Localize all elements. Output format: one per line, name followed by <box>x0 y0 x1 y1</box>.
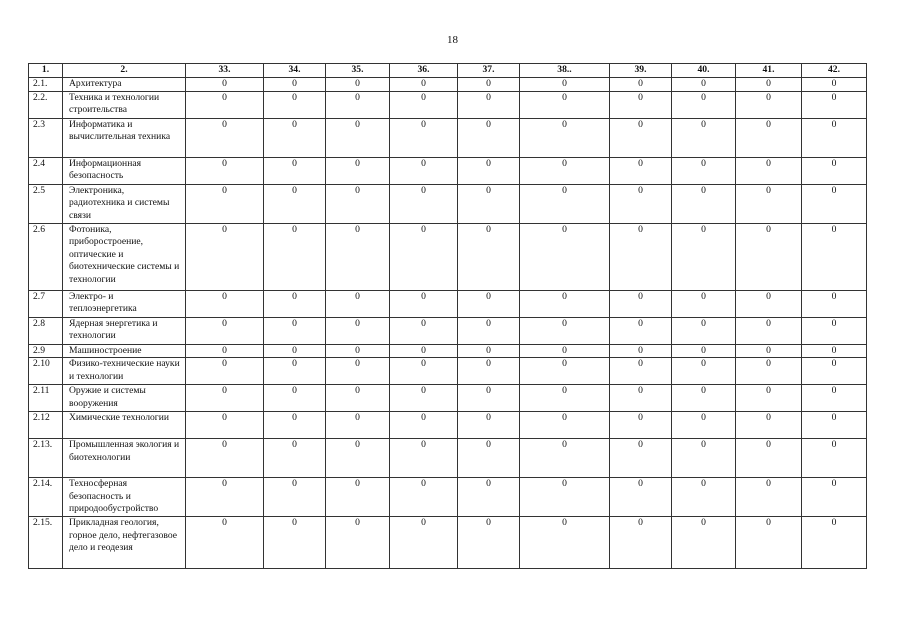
column-header: 35. <box>326 64 390 78</box>
value-cell: 0 <box>610 184 672 223</box>
table-row <box>29 184 867 223</box>
value-cell: 0 <box>186 385 264 412</box>
value-cell: 0 <box>802 344 867 358</box>
row-number: 2.15. <box>29 517 63 569</box>
row-label: Физико-технические науки и технологии <box>63 358 186 385</box>
column-header: 36. <box>390 64 458 78</box>
value-cell: 0 <box>326 157 390 184</box>
value-cell: 0 <box>458 344 520 358</box>
value-cell: 0 <box>736 478 802 517</box>
value-cell: 0 <box>264 478 326 517</box>
row-number: 2.9 <box>29 344 63 358</box>
value-cell: 0 <box>610 157 672 184</box>
value-cell: 0 <box>186 412 264 439</box>
value-cell: 0 <box>672 118 736 157</box>
value-cell: 0 <box>264 344 326 358</box>
column-header: 2. <box>63 64 186 78</box>
value-cell: 0 <box>326 78 390 92</box>
value-cell: 0 <box>802 157 867 184</box>
value-cell: 0 <box>520 478 610 517</box>
row-number: 2.7 <box>29 290 63 317</box>
row-number: 2.13. <box>29 439 63 478</box>
row-number: 2.1. <box>29 78 63 92</box>
value-cell: 0 <box>264 385 326 412</box>
value-cell: 0 <box>520 78 610 92</box>
row-label: Электро- и теплоэнергетика <box>63 290 186 317</box>
table-row <box>29 517 867 569</box>
value-cell: 0 <box>736 78 802 92</box>
value-cell: 0 <box>390 344 458 358</box>
row-label: Электроника, радиотехника и системы связи <box>63 184 186 223</box>
row-label: Техника и технологии строительства <box>63 91 186 118</box>
value-cell: 0 <box>672 385 736 412</box>
value-cell: 0 <box>610 478 672 517</box>
table-row <box>29 317 867 344</box>
value-cell: 0 <box>186 223 264 290</box>
value-cell: 0 <box>390 358 458 385</box>
page-number: 18 <box>447 34 458 46</box>
value-cell: 0 <box>390 91 458 118</box>
table-row <box>29 412 867 439</box>
value-cell: 0 <box>610 118 672 157</box>
header-row <box>29 64 867 78</box>
value-cell: 0 <box>802 478 867 517</box>
value-cell: 0 <box>802 439 867 478</box>
value-cell: 0 <box>186 91 264 118</box>
value-cell: 0 <box>520 184 610 223</box>
value-cell: 0 <box>520 118 610 157</box>
column-header: 33. <box>186 64 264 78</box>
value-cell: 0 <box>672 317 736 344</box>
value-cell: 0 <box>390 439 458 478</box>
value-cell: 0 <box>326 478 390 517</box>
value-cell: 0 <box>672 78 736 92</box>
value-cell: 0 <box>610 78 672 92</box>
value-cell: 0 <box>326 358 390 385</box>
value-cell: 0 <box>390 184 458 223</box>
value-cell: 0 <box>610 517 672 569</box>
value-cell: 0 <box>264 157 326 184</box>
value-cell: 0 <box>326 412 390 439</box>
value-cell: 0 <box>802 78 867 92</box>
value-cell: 0 <box>458 412 520 439</box>
value-cell: 0 <box>736 290 802 317</box>
value-cell: 0 <box>264 358 326 385</box>
value-cell: 0 <box>520 223 610 290</box>
value-cell: 0 <box>802 358 867 385</box>
value-cell: 0 <box>672 517 736 569</box>
value-cell: 0 <box>186 78 264 92</box>
value-cell: 0 <box>736 358 802 385</box>
value-cell: 0 <box>458 478 520 517</box>
value-cell: 0 <box>458 78 520 92</box>
value-cell: 0 <box>672 91 736 118</box>
value-cell: 0 <box>672 412 736 439</box>
value-cell: 0 <box>264 317 326 344</box>
value-cell: 0 <box>458 118 520 157</box>
value-cell: 0 <box>802 223 867 290</box>
table-row <box>29 478 867 517</box>
table-row <box>29 358 867 385</box>
value-cell: 0 <box>264 118 326 157</box>
value-cell: 0 <box>264 412 326 439</box>
value-cell: 0 <box>186 439 264 478</box>
value-cell: 0 <box>736 344 802 358</box>
value-cell: 0 <box>390 290 458 317</box>
value-cell: 0 <box>802 184 867 223</box>
value-cell: 0 <box>458 91 520 118</box>
value-cell: 0 <box>390 478 458 517</box>
row-label: Техносферная безопасность и природообустройство <box>63 478 186 517</box>
row-number: 2.3 <box>29 118 63 157</box>
value-cell: 0 <box>736 317 802 344</box>
value-cell: 0 <box>802 91 867 118</box>
value-cell: 0 <box>186 358 264 385</box>
row-label: Прикладная геология, горное дело, нефтегазовое дело и геодезия <box>63 517 186 569</box>
row-label: Машиностроение <box>63 344 186 358</box>
value-cell: 0 <box>736 157 802 184</box>
row-number: 2.6 <box>29 223 63 290</box>
value-cell: 0 <box>672 358 736 385</box>
row-label: Информационная безопасность <box>63 157 186 184</box>
value-cell: 0 <box>326 317 390 344</box>
value-cell: 0 <box>264 290 326 317</box>
value-cell: 0 <box>390 412 458 439</box>
value-cell: 0 <box>458 517 520 569</box>
value-cell: 0 <box>520 157 610 184</box>
value-cell: 0 <box>736 412 802 439</box>
row-label: Химические технологии <box>63 412 186 439</box>
column-header: 42. <box>802 64 867 78</box>
row-label: Архитектура <box>63 78 186 92</box>
value-cell: 0 <box>520 517 610 569</box>
value-cell: 0 <box>186 317 264 344</box>
table-row <box>29 91 867 118</box>
value-cell: 0 <box>736 184 802 223</box>
value-cell: 0 <box>672 157 736 184</box>
value-cell: 0 <box>520 91 610 118</box>
value-cell: 0 <box>186 157 264 184</box>
value-cell: 0 <box>610 290 672 317</box>
value-cell: 0 <box>458 358 520 385</box>
row-number: 2.4 <box>29 157 63 184</box>
value-cell: 0 <box>186 344 264 358</box>
value-cell: 0 <box>390 223 458 290</box>
value-cell: 0 <box>390 385 458 412</box>
value-cell: 0 <box>326 223 390 290</box>
table-row <box>29 118 867 157</box>
column-header: 1. <box>29 64 63 78</box>
value-cell: 0 <box>520 412 610 439</box>
table-row <box>29 157 867 184</box>
value-cell: 0 <box>520 344 610 358</box>
table-body <box>29 78 867 569</box>
row-label: Промышленная экология и биотехнологии <box>63 439 186 478</box>
value-cell: 0 <box>390 78 458 92</box>
value-cell: 0 <box>610 223 672 290</box>
value-cell: 0 <box>736 91 802 118</box>
value-cell: 0 <box>610 344 672 358</box>
value-cell: 0 <box>458 317 520 344</box>
value-cell: 0 <box>326 118 390 157</box>
value-cell: 0 <box>326 439 390 478</box>
value-cell: 0 <box>264 439 326 478</box>
value-cell: 0 <box>672 223 736 290</box>
value-cell: 0 <box>802 118 867 157</box>
value-cell: 0 <box>186 184 264 223</box>
row-label: Оружие и системы вооружения <box>63 385 186 412</box>
value-cell: 0 <box>802 517 867 569</box>
value-cell: 0 <box>610 412 672 439</box>
value-cell: 0 <box>390 118 458 157</box>
value-cell: 0 <box>736 385 802 412</box>
row-number: 2.14. <box>29 478 63 517</box>
column-header: 41. <box>736 64 802 78</box>
value-cell: 0 <box>458 385 520 412</box>
data-table <box>28 63 867 569</box>
value-cell: 0 <box>736 223 802 290</box>
value-cell: 0 <box>458 290 520 317</box>
row-label: Информатика и вычислительная техника <box>63 118 186 157</box>
value-cell: 0 <box>610 91 672 118</box>
value-cell: 0 <box>326 184 390 223</box>
value-cell: 0 <box>390 157 458 184</box>
value-cell: 0 <box>802 317 867 344</box>
value-cell: 0 <box>672 184 736 223</box>
value-cell: 0 <box>264 91 326 118</box>
value-cell: 0 <box>186 118 264 157</box>
table-row <box>29 344 867 358</box>
value-cell: 0 <box>458 223 520 290</box>
column-header: 40. <box>672 64 736 78</box>
value-cell: 0 <box>326 290 390 317</box>
value-cell: 0 <box>264 223 326 290</box>
value-cell: 0 <box>736 439 802 478</box>
column-header: 39. <box>610 64 672 78</box>
value-cell: 0 <box>264 517 326 569</box>
value-cell: 0 <box>326 91 390 118</box>
table-row <box>29 439 867 478</box>
value-cell: 0 <box>264 78 326 92</box>
row-number: 2.11 <box>29 385 63 412</box>
value-cell: 0 <box>672 478 736 517</box>
value-cell: 0 <box>802 412 867 439</box>
value-cell: 0 <box>520 358 610 385</box>
value-cell: 0 <box>390 517 458 569</box>
row-number: 2.10 <box>29 358 63 385</box>
value-cell: 0 <box>736 517 802 569</box>
value-cell: 0 <box>802 290 867 317</box>
value-cell: 0 <box>610 358 672 385</box>
value-cell: 0 <box>458 439 520 478</box>
value-cell: 0 <box>186 290 264 317</box>
value-cell: 0 <box>458 157 520 184</box>
value-cell: 0 <box>326 385 390 412</box>
table-row <box>29 78 867 92</box>
row-number: 2.5 <box>29 184 63 223</box>
value-cell: 0 <box>610 317 672 344</box>
table-row <box>29 385 867 412</box>
value-cell: 0 <box>672 290 736 317</box>
value-cell: 0 <box>520 317 610 344</box>
value-cell: 0 <box>736 118 802 157</box>
row-label: Фотоника, приборостроение, оптические и биотехнические системы и технологии <box>63 223 186 290</box>
row-number: 2.12 <box>29 412 63 439</box>
value-cell: 0 <box>610 439 672 478</box>
row-number: 2.2. <box>29 91 63 118</box>
row-label: Ядерная энергетика и технологии <box>63 317 186 344</box>
value-cell: 0 <box>802 385 867 412</box>
table-row <box>29 223 867 290</box>
value-cell: 0 <box>326 517 390 569</box>
table-row <box>29 290 867 317</box>
value-cell: 0 <box>672 439 736 478</box>
value-cell: 0 <box>610 385 672 412</box>
column-header: 38.. <box>520 64 610 78</box>
column-header: 34. <box>264 64 326 78</box>
value-cell: 0 <box>326 344 390 358</box>
value-cell: 0 <box>458 184 520 223</box>
value-cell: 0 <box>186 478 264 517</box>
value-cell: 0 <box>186 517 264 569</box>
value-cell: 0 <box>520 439 610 478</box>
row-number: 2.8 <box>29 317 63 344</box>
value-cell: 0 <box>390 317 458 344</box>
value-cell: 0 <box>264 184 326 223</box>
column-header: 37. <box>458 64 520 78</box>
value-cell: 0 <box>672 344 736 358</box>
value-cell: 0 <box>520 385 610 412</box>
value-cell: 0 <box>520 290 610 317</box>
